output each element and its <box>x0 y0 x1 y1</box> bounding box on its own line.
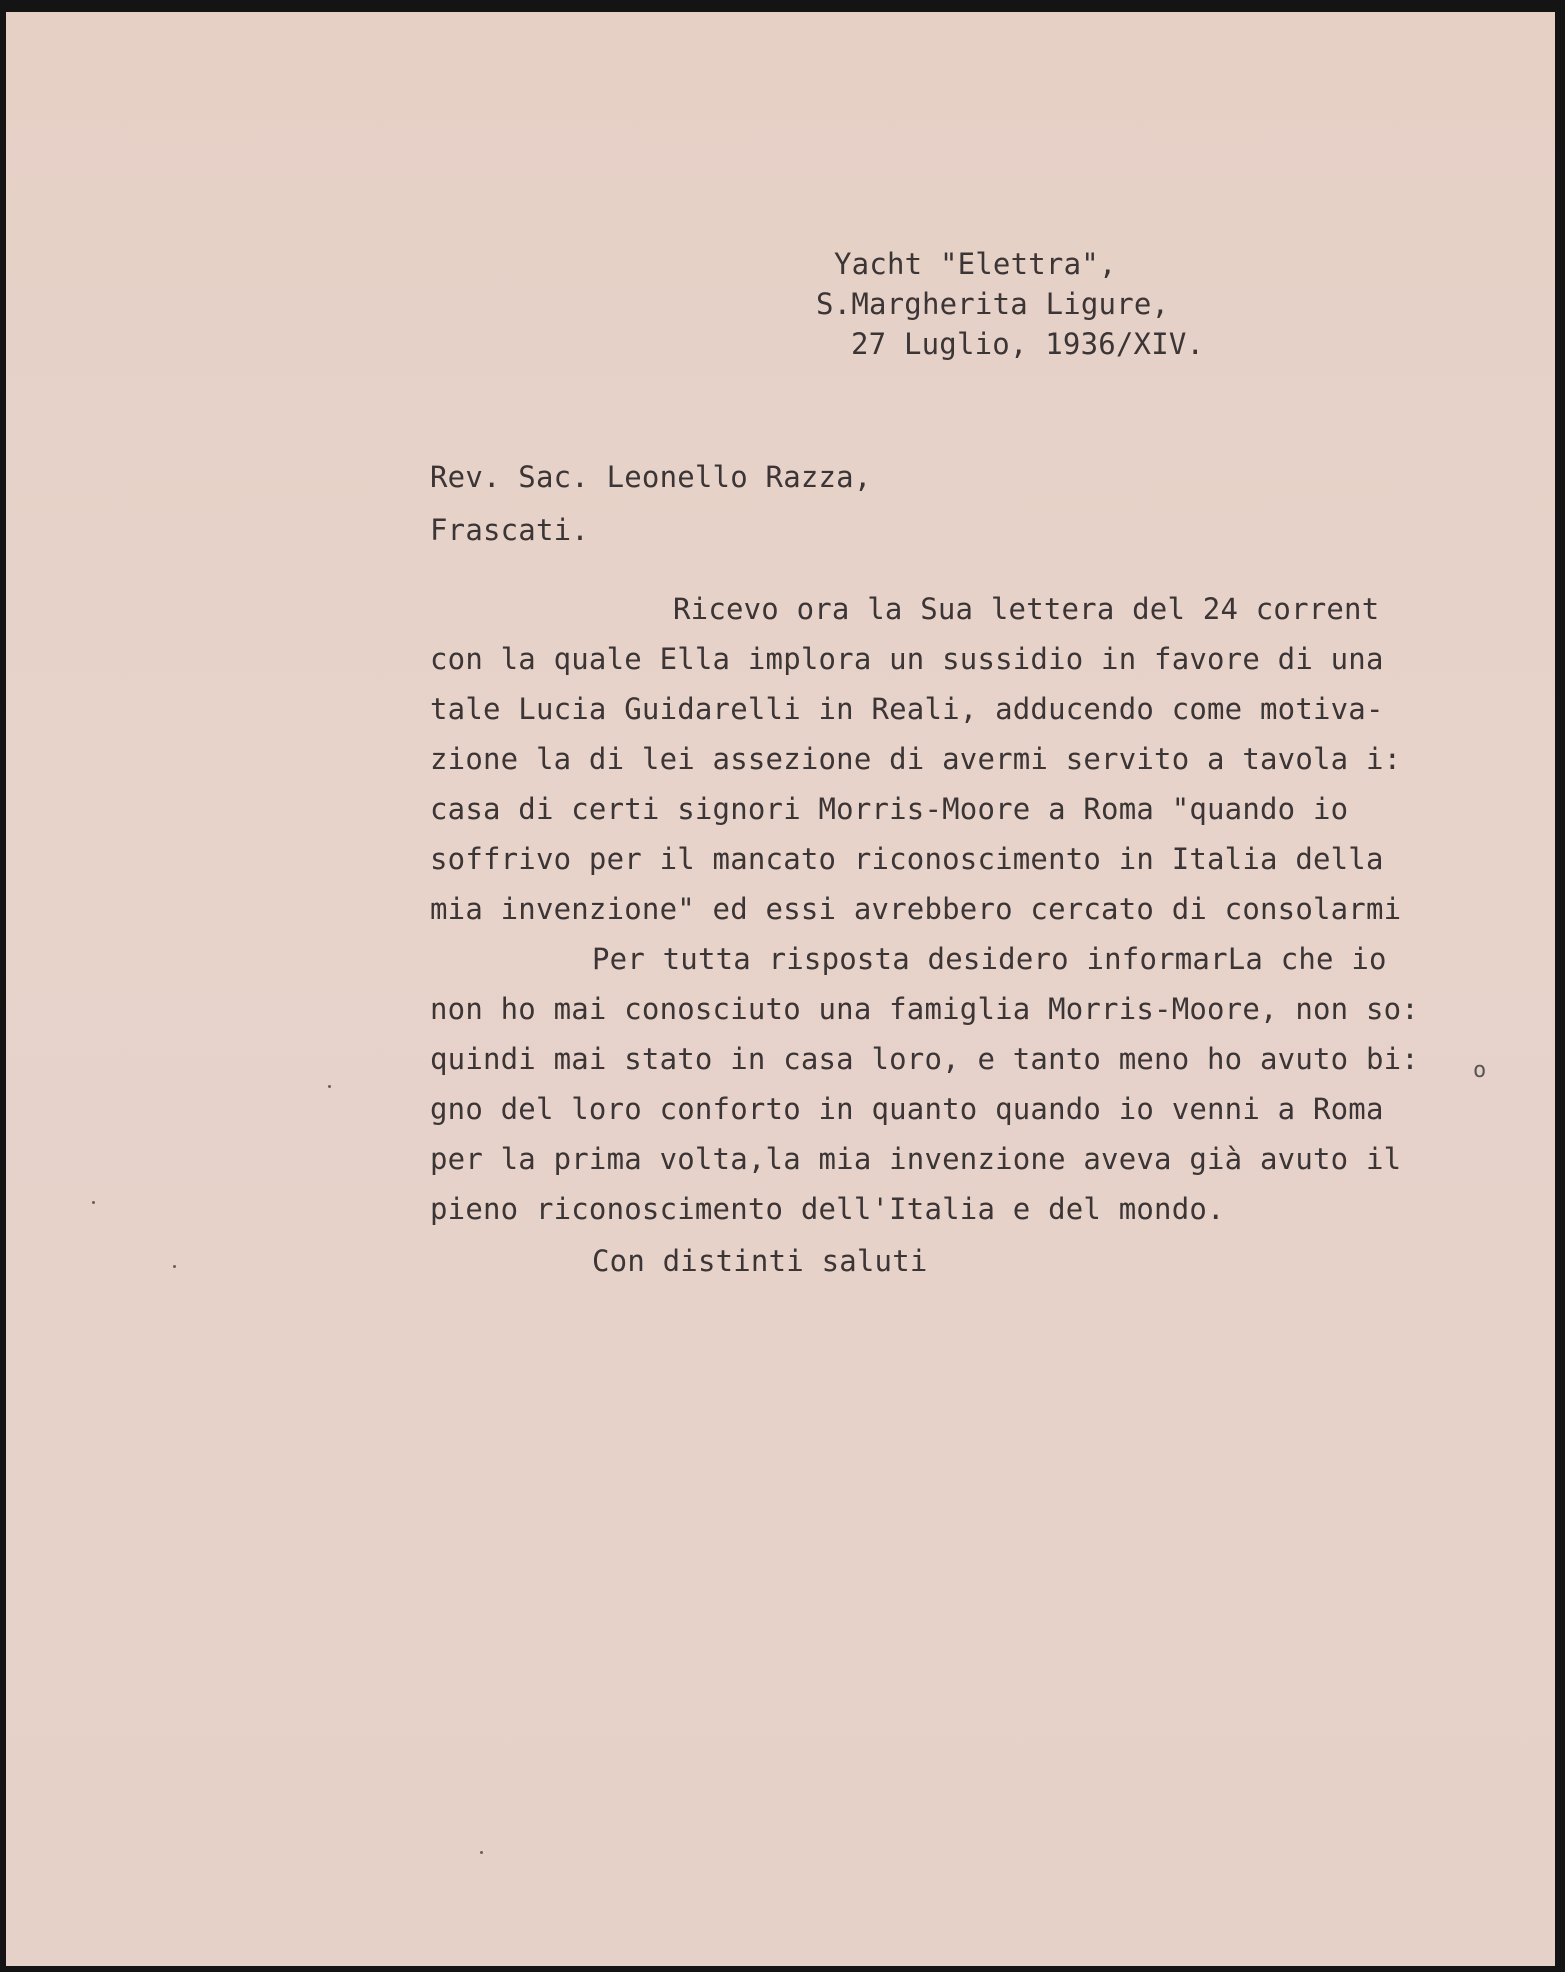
recipient-town: Frascati. <box>430 513 589 547</box>
body-line: non ho mai conosciuto una famiglia Morris-Moore, non so: <box>430 992 1419 1026</box>
body-line: soffrivo per il mancato riconoscimento in Italia della <box>430 842 1384 876</box>
body-line: mia invenzione" ed essi avrebbero cercato di consolarmi <box>430 892 1402 926</box>
paper-speck <box>480 1851 483 1854</box>
letter-page <box>6 12 1555 1966</box>
body-line: Per tutta risposta desidero informarLa che io <box>592 942 1387 976</box>
closing-salutation: Con distinti saluti <box>592 1244 928 1278</box>
header-place: S.Margherita Ligure, <box>816 287 1170 321</box>
recipient-name: Rev. Sac. Leonello Razza, <box>430 460 872 494</box>
body-line: gno del loro conforto in quanto quando io venni a Roma <box>430 1092 1384 1126</box>
body-line: quindi mai stato in casa loro, e tanto meno ho avuto bi: <box>430 1042 1419 1076</box>
body-line: Ricevo ora la Sua lettera del 24 corrent <box>673 592 1380 626</box>
paper-speck <box>173 1265 176 1268</box>
body-line: pieno riconoscimento dell'Italia e del mondo. <box>430 1192 1225 1226</box>
body-line: per la prima volta,la mia invenzione aveva già avuto il <box>430 1142 1402 1176</box>
margin-mark: o <box>1473 1058 1487 1083</box>
body-line: zione la di lei assezione di avermi servito a tavola i: <box>430 742 1402 776</box>
body-line: tale Lucia Guidarelli in Reali, adducendo come motiva- <box>430 692 1384 726</box>
header-date: 27 Luglio, 1936/XIV. <box>851 327 1205 361</box>
paper-speck <box>328 1085 331 1088</box>
header-vessel: Yacht "Elettra", <box>834 247 1117 281</box>
body-line: con la quale Ella implora un sussidio in favore di una <box>430 642 1384 676</box>
body-line: casa di certi signori Morris-Moore a Roma "quando io <box>430 792 1349 826</box>
paper-speck <box>92 1201 95 1204</box>
